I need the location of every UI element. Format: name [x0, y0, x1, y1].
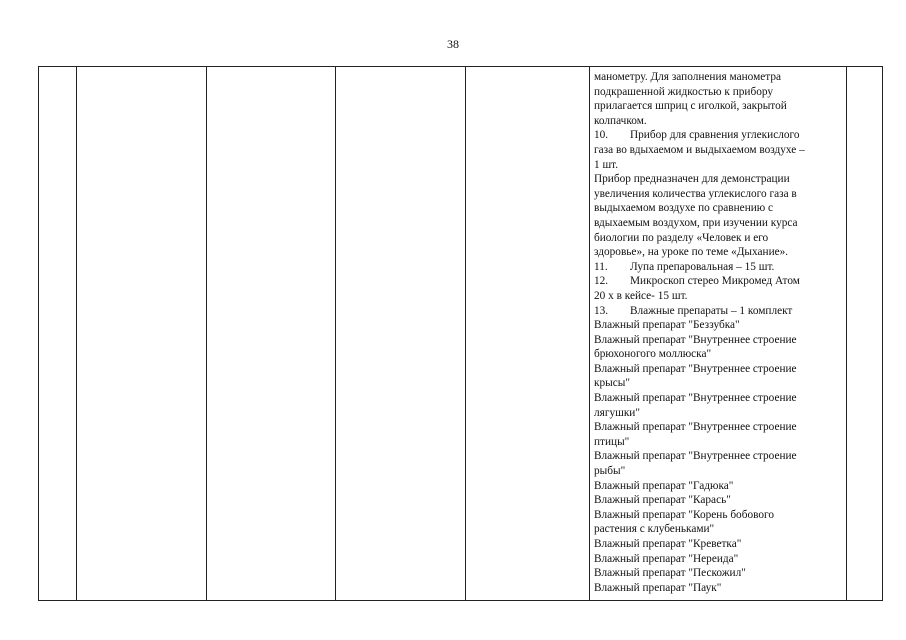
item-number: 11. — [594, 260, 608, 273]
page-number: 38 — [447, 37, 459, 51]
line-text: рыбы" — [594, 465, 626, 478]
description-line — [594, 347, 844, 362]
description-line — [594, 128, 844, 143]
column-divider — [335, 67, 336, 600]
line-text: птицы" — [594, 435, 630, 448]
description-line — [594, 420, 844, 435]
description-line — [594, 231, 844, 246]
line-text: подкрашенной жидкостью к прибору — [594, 85, 773, 98]
line-text: Влажный препарат "Беззубка" — [594, 319, 740, 332]
description-line — [594, 289, 844, 304]
description-line — [594, 449, 844, 464]
item-number: 10. — [594, 129, 609, 142]
description-line — [594, 99, 844, 114]
description-line — [594, 566, 844, 581]
item-number: 12. — [594, 275, 609, 288]
line-text: Влажный препарат "Пескожил" — [594, 567, 746, 580]
description-line — [594, 172, 844, 187]
description-line — [594, 537, 844, 552]
description-line — [594, 201, 844, 216]
description-line — [594, 114, 844, 129]
line-text: прилагается шприц с иголкой, закрытой — [594, 100, 787, 113]
description-line — [594, 391, 844, 406]
line-text: выдыхаемом воздухе по сравнению с — [594, 202, 774, 215]
line-text: 20 х в кейсе- 15 шт. — [594, 289, 688, 302]
description-line — [594, 304, 844, 319]
description-line — [594, 274, 844, 289]
line-text: Влажный препарат "Внутреннее строение — [594, 421, 797, 434]
document-table — [38, 66, 883, 601]
description-line — [594, 435, 844, 450]
line-text: Влажный препарат "Корень бобового — [594, 508, 775, 521]
description-line — [594, 522, 844, 537]
line-text: увеличения количества углекислого газа в — [594, 187, 797, 200]
description-line — [594, 85, 844, 100]
line-text: Прибор для сравнения углекислого — [630, 129, 800, 142]
description-line — [594, 158, 844, 173]
line-text: Прибор предназначен для демонстрации — [594, 173, 790, 186]
line-text: Влажный препарат "Креветка" — [594, 538, 742, 550]
description-line — [594, 493, 844, 508]
line-text: Влажный препарат "Внутреннее строение — [594, 333, 797, 346]
line-text: биологии по разделу «Человек и его — [594, 231, 769, 244]
description-line — [594, 187, 844, 202]
description-line — [594, 260, 844, 275]
line-text: газа во вдыхаемом и выдыхаемом воздухе – — [594, 143, 805, 156]
line-text: Влажный препарат "Внутреннее строение — [594, 450, 797, 463]
line-text: Лупа препаровальная – 15 шт. — [630, 260, 775, 273]
description-line — [594, 245, 844, 260]
column-divider — [76, 67, 77, 600]
column-divider — [465, 67, 466, 600]
description-line — [594, 581, 844, 596]
item-number: 13. — [594, 304, 609, 317]
line-text: манометру. Для заполнения манометра — [594, 71, 781, 83]
line-text: брюхоногого моллюска" — [594, 348, 712, 361]
description-line — [594, 70, 844, 85]
description-line — [594, 216, 844, 231]
column-divider — [589, 67, 590, 600]
description-line — [594, 508, 844, 523]
description-cell — [594, 70, 844, 595]
line-text: Влажный препарат "Внутреннее строение — [594, 362, 797, 375]
line-text: вдыхаемым воздухом, при изучении курса — [594, 216, 798, 229]
column-divider — [846, 67, 847, 600]
description-line — [594, 552, 844, 567]
line-text: Влажный препарат "Гадюка" — [594, 479, 734, 492]
column-divider — [206, 67, 207, 600]
line-text: здоровье», на уроке по теме «Дыхание». — [594, 246, 789, 259]
description-line — [594, 464, 844, 479]
line-text: 1 шт. — [594, 158, 619, 171]
line-text: Влажные препараты – 1 комплект — [630, 304, 793, 317]
line-text: Влажный препарат "Нереида" — [594, 552, 739, 565]
description-line — [594, 143, 844, 158]
line-text: крысы" — [594, 377, 630, 390]
description-line — [594, 333, 844, 348]
line-text: растения с клубеньками" — [594, 523, 715, 536]
line-text: лягушки" — [594, 406, 640, 419]
description-line — [594, 362, 844, 377]
description-line — [594, 479, 844, 494]
description-line — [594, 406, 844, 421]
line-text: колпачком. — [594, 114, 647, 127]
line-text: Влажный препарат "Паук" — [594, 581, 722, 594]
description-line — [594, 318, 844, 333]
line-text: Микроскоп стерео Микромед Атом — [630, 275, 800, 288]
line-text: Влажный препарат "Внутреннее строение — [594, 392, 797, 405]
description-line — [594, 376, 844, 391]
line-text: Влажный препарат "Карась" — [594, 494, 731, 507]
